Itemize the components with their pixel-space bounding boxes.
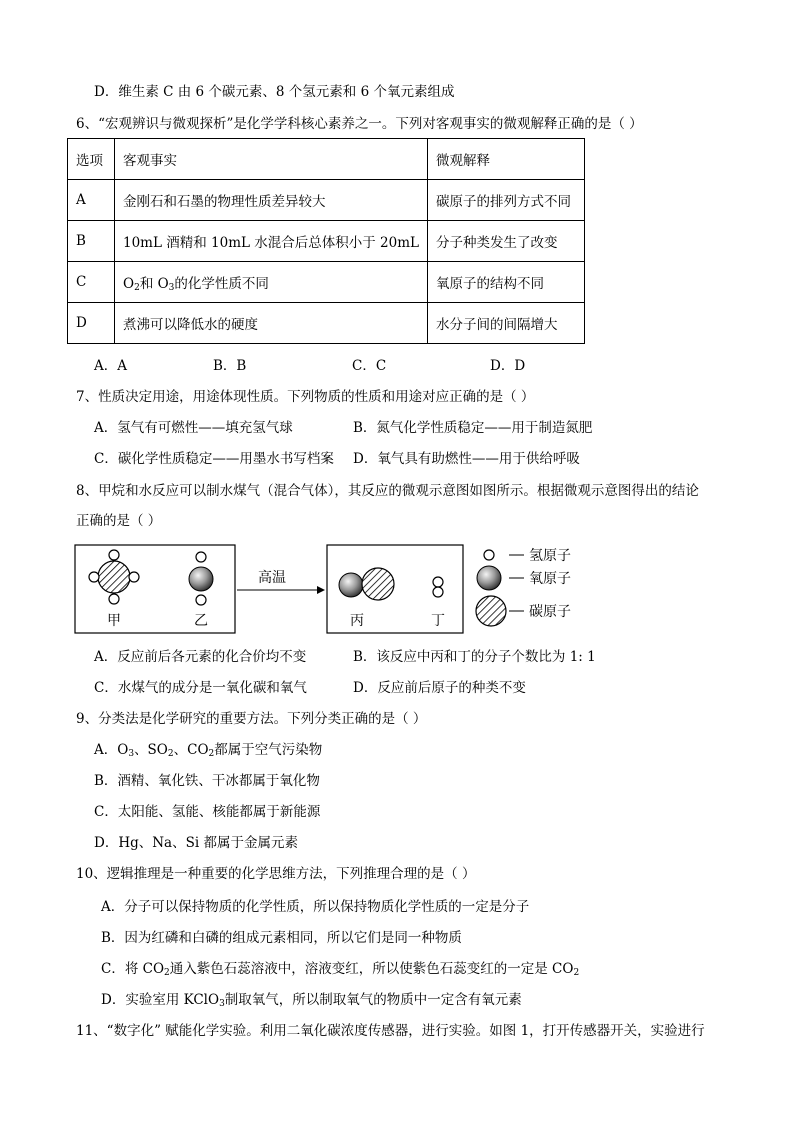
hydrogen-atom bbox=[109, 594, 119, 604]
row-option: A bbox=[68, 180, 115, 221]
legend-oxygen-label: 氧原子 bbox=[529, 571, 571, 587]
subscript: 2 bbox=[134, 282, 140, 293]
header-option: 选项 bbox=[68, 139, 115, 180]
q6-choice-b: B．B bbox=[213, 358, 247, 374]
q7-option-a: A．氢气有可燃性——填充氢气球 bbox=[94, 420, 293, 436]
carbon-atom bbox=[98, 561, 130, 593]
q6-table bbox=[67, 138, 585, 344]
q8-option-d: D．反应前后原子的种类不变 bbox=[353, 680, 526, 696]
legend-oxygen-icon bbox=[477, 566, 501, 590]
row-explanation: 碳原子的排列方式不同 bbox=[428, 180, 585, 221]
hydrogen-atom bbox=[109, 550, 119, 560]
header-fact: 客观事实 bbox=[115, 139, 428, 180]
q8-option-b: B．该反应中丙和丁的分子个数比为 1: 1 bbox=[353, 649, 596, 665]
methane-molecule bbox=[89, 550, 139, 604]
row-option: B bbox=[68, 221, 115, 262]
legend-hydrogen-label: 氢原子 bbox=[529, 548, 571, 564]
subscript: 2 bbox=[164, 968, 170, 978]
row-fact: 煮沸可以降低水的硬度 bbox=[115, 303, 428, 344]
hydrogen-atom bbox=[433, 587, 443, 597]
reaction-condition: 高温 bbox=[258, 570, 286, 586]
q9-option-d: D．Hg、Na、Si 都属于金属元素 bbox=[94, 835, 298, 851]
table-row bbox=[68, 303, 585, 344]
fact-text: 的化学性质不同 bbox=[174, 275, 269, 292]
q8-stem-line1: 8、甲烷和水反应可以制水煤气（混合气体），其反应的微观示意图如图所示。根据微观示意图得出的结论 bbox=[76, 483, 699, 499]
label-jia: 甲 bbox=[107, 613, 121, 629]
hydrogen-atom bbox=[433, 577, 443, 587]
q11-stem: 11、“数字化” 赋能化学实验。利用二氧化碳浓度传感器，进行实验。如图 1，打开传感器开关，实验进行 bbox=[76, 1023, 705, 1039]
hydrogen-molecule bbox=[433, 577, 443, 597]
row-option: D bbox=[68, 303, 115, 344]
fact-text: 和 O bbox=[139, 275, 169, 292]
reactant-box bbox=[75, 545, 235, 633]
label-yi: 乙 bbox=[194, 613, 208, 629]
q5-option-d: D．维生素 C 由 6 个碳元素、8 个氢元素和 6 个氧元素组成 bbox=[94, 84, 455, 100]
text: 制取氧气，所以制取氧气的物质中一定含有氧元素 bbox=[224, 992, 522, 1008]
row-fact bbox=[115, 262, 428, 303]
q6-choice-d: D．D bbox=[490, 358, 526, 374]
row-explanation: 水分子间的间隔增大 bbox=[428, 303, 585, 344]
q7-option-c: C．碳化学性质稳定——用墨水书写档案 bbox=[94, 451, 334, 467]
header-explanation: 微观解释 bbox=[428, 139, 585, 180]
q7-stem: 7、性质决定用途，用途体现性质。下列物质的性质和用途对应正确的是（ ） bbox=[76, 389, 535, 405]
table-row bbox=[68, 180, 585, 221]
table-header-row bbox=[68, 139, 585, 180]
q8-stem-line2: 正确的是（ ） bbox=[76, 513, 162, 529]
hydrogen-atom bbox=[196, 552, 206, 562]
text: A．O bbox=[94, 742, 129, 758]
q9-option-a bbox=[94, 740, 322, 764]
q10-option-a: A．分子可以保持物质的化学性质，所以保持物质化学性质的一定是分子 bbox=[101, 899, 530, 915]
label-bing: 丙 bbox=[350, 613, 364, 629]
legend-carbon-icon bbox=[476, 596, 506, 626]
row-explanation: 分子种类发生了改变 bbox=[428, 221, 585, 262]
text: 都属于空气污染物 bbox=[214, 742, 323, 758]
water-molecule bbox=[189, 552, 213, 605]
q10-stem: 10、逻辑推理是一种重要的化学思维方法，下列推理合理的是（ ） bbox=[76, 866, 476, 882]
text: 、CO bbox=[173, 742, 209, 758]
legend-carbon-label: 碳原子 bbox=[529, 604, 571, 620]
text: D．实验室用 KClO bbox=[101, 992, 220, 1008]
q6-choice-c: C．C bbox=[352, 358, 387, 374]
oxygen-atom bbox=[189, 567, 213, 591]
legend-hydrogen-icon bbox=[484, 550, 494, 560]
reaction-diagram bbox=[74, 544, 604, 636]
q8-option-c: C．水煤气的成分是一氧化碳和氧气 bbox=[94, 680, 307, 696]
q6-stem: 6、“宏观辨识与微观探析”是化学学科核心素养之一。下列对客观事实的微观解释正确的是（ ） bbox=[76, 116, 643, 132]
q9-stem: 9、分类法是化学研究的重要方法。下列分类正确的是（ ） bbox=[76, 711, 427, 727]
hydrogen-atom bbox=[129, 572, 139, 582]
label-ding: 丁 bbox=[431, 613, 445, 629]
text: 通入紫色石蕊溶液中，溶液变红，所以使紫色石蕊变红的一定是 CO bbox=[169, 961, 574, 977]
q9-option-c: C．太阳能、氢能、核能都属于新能源 bbox=[94, 804, 321, 820]
q8-option-a: A．反应前后各元素的化合价均不变 bbox=[94, 649, 307, 665]
q7-option-b: B．氮气化学性质稳定——用于制造氮肥 bbox=[353, 420, 593, 436]
text: C．将 CO bbox=[101, 961, 165, 977]
q10-option-b: B．因为红磷和白磷的组成元素相同，所以它们是同一种物质 bbox=[101, 930, 462, 946]
subscript: 3 bbox=[219, 999, 225, 1009]
carbon-atom bbox=[362, 568, 394, 600]
subscript: 2 bbox=[573, 968, 580, 978]
q10-option-c bbox=[101, 959, 579, 983]
fact-text: O bbox=[123, 275, 135, 292]
row-explanation: 氧原子的结构不同 bbox=[428, 262, 585, 303]
q7-option-d: D．氧气具有助燃性——用于供给呼吸 bbox=[353, 451, 580, 467]
q6-choice-a: A．A bbox=[94, 358, 127, 374]
row-fact: 金刚石和石墨的物理性质差异较大 bbox=[115, 180, 428, 221]
hydrogen-atom bbox=[196, 595, 206, 605]
legend bbox=[476, 548, 571, 626]
row-fact: 10mL 酒精和 10mL 水混合后总体积小于 20mL bbox=[115, 221, 428, 262]
q9-option-b: B．酒精、氧化铁、干冰都属于氧化物 bbox=[94, 773, 320, 789]
row-option: C bbox=[68, 262, 115, 303]
hydrogen-atom bbox=[89, 572, 99, 582]
q10-option-d bbox=[101, 990, 522, 1014]
table-row bbox=[68, 262, 585, 303]
text: 、SO bbox=[134, 742, 168, 758]
carbon-monoxide-molecule bbox=[339, 568, 394, 600]
oxygen-atom bbox=[339, 573, 363, 597]
subscript: 3 bbox=[128, 749, 135, 759]
table-row bbox=[68, 221, 585, 262]
subscript: 2 bbox=[208, 749, 215, 759]
subscript: 3 bbox=[168, 282, 175, 293]
subscript: 2 bbox=[167, 749, 174, 759]
